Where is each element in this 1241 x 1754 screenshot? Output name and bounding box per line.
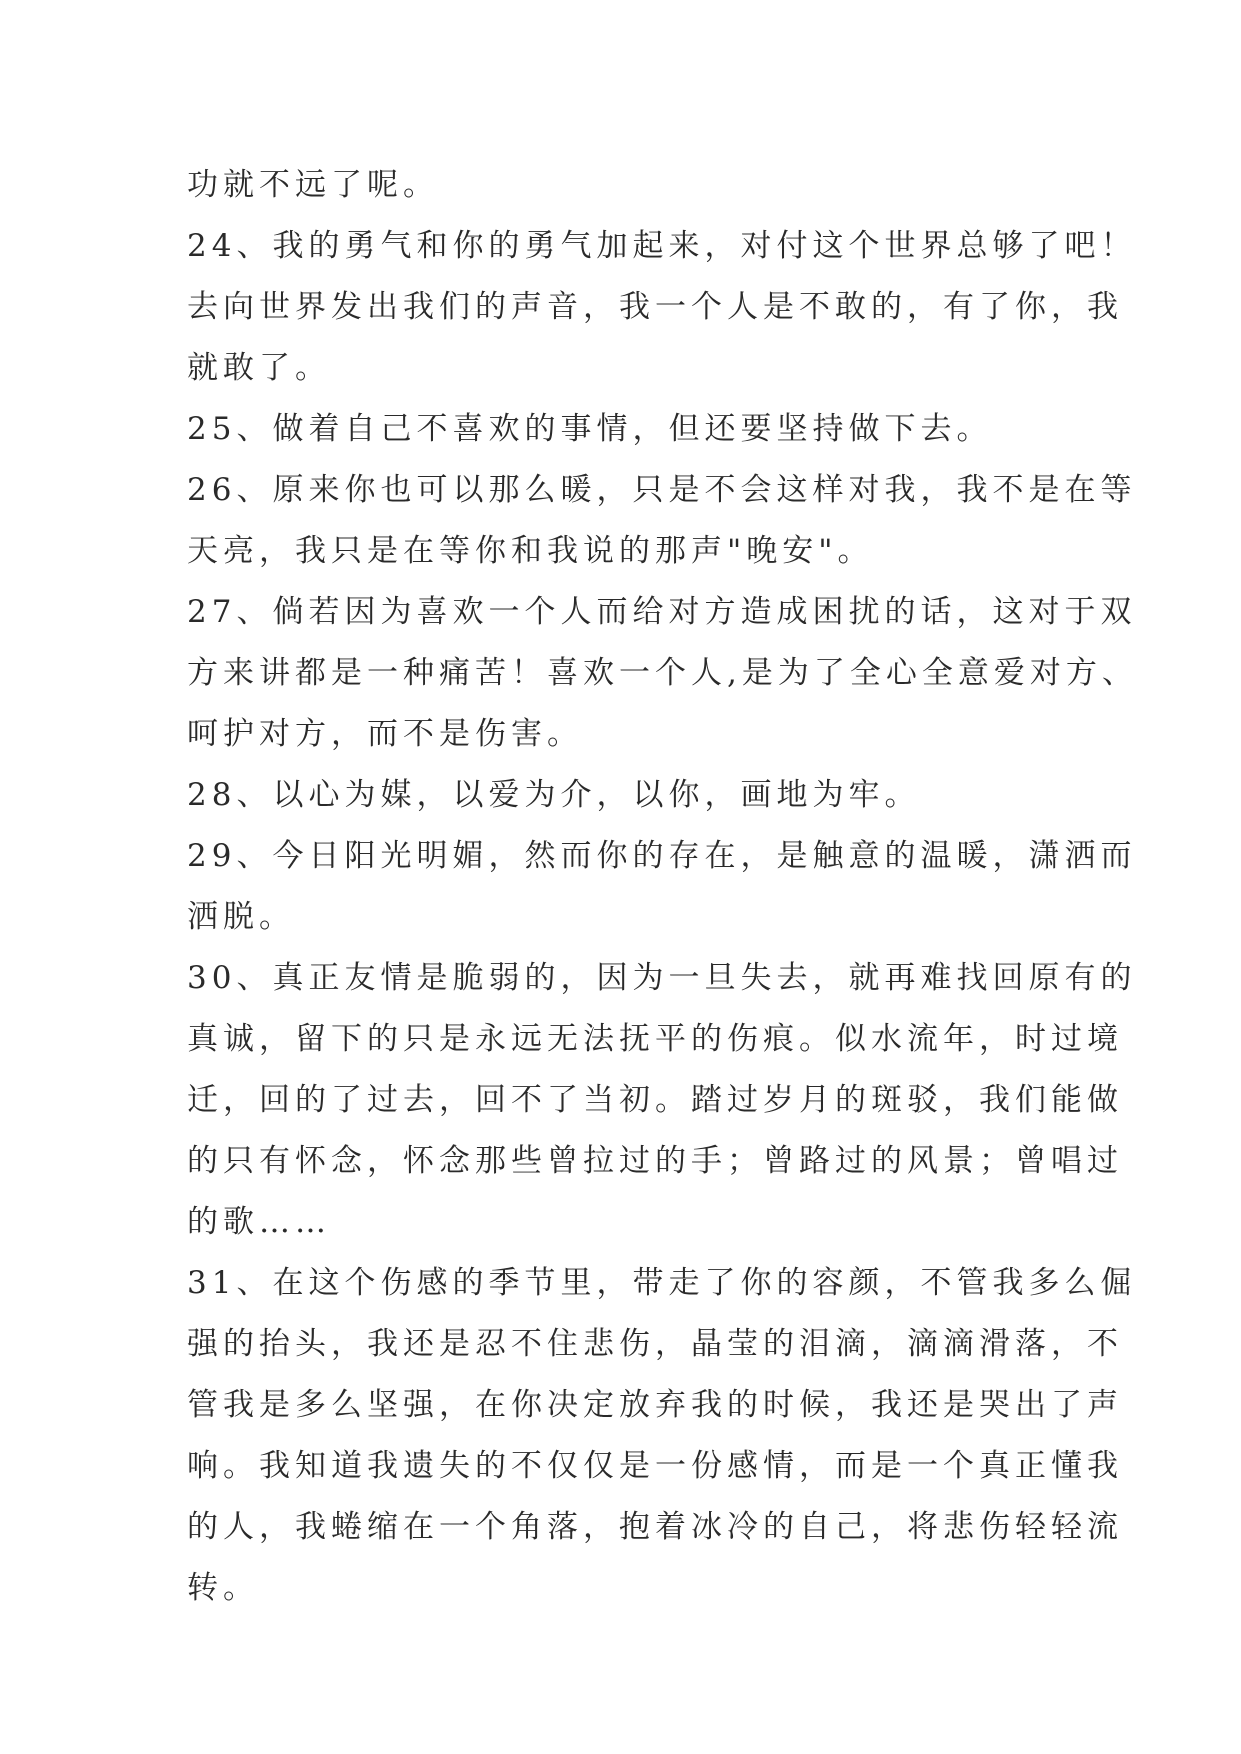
- text-line: 的人，我蜷缩在一个角落，抱着冰冷的自己，将悲伤轻轻流: [187, 1509, 1123, 1545]
- text-line: 25、做着自己不喜欢的事情，但还要坚持做下去。: [187, 411, 993, 447]
- text-line: 的歌……: [187, 1204, 331, 1240]
- text-line: 就敢了。: [187, 350, 331, 386]
- text-line: 转。: [187, 1570, 259, 1606]
- text-line: 24、我的勇气和你的勇气加起来，对付这个世界总够了吧！: [187, 228, 1137, 264]
- text-line: 管我是多么坚强，在你决定放弃我的时候，我还是哭出了声: [187, 1387, 1123, 1423]
- text-line: 的只有怀念，怀念那些曾拉过的手；曾路过的风景；曾唱过: [187, 1143, 1123, 1179]
- text-line: 迁，回的了过去，回不了当初。踏过岁月的斑驳，我们能做: [187, 1082, 1123, 1118]
- text-line: 28、以心为媒，以爱为介，以你，画地为牢。: [187, 777, 921, 813]
- body-text: [187, 155, 1138, 1619]
- text-line: 强的抬头，我还是忍不住悲伤，晶莹的泪滴，滴滴滑落，不: [187, 1326, 1123, 1362]
- text-line: 天亮，我只是在等你和我说的那声"晚安"。: [187, 533, 874, 569]
- text-line: 响。我知道我遗失的不仅仅是一份感情，而是一个真正懂我: [187, 1448, 1123, 1484]
- text-line: 去向世界发出我们的声音，我一个人是不敢的，有了你，我: [187, 289, 1123, 325]
- text-line: 31、在这个伤感的季节里，带走了你的容颜，不管我多么倔: [187, 1265, 1137, 1301]
- text-line: 26、原来你也可以那么暖，只是不会这样对我，我不是在等: [187, 472, 1137, 508]
- text-line: 27、倘若因为喜欢一个人而给对方造成困扰的话，这对于双: [187, 594, 1137, 630]
- text-line: 真诚，留下的只是永远无法抚平的伤痕。似水流年，时过境: [187, 1021, 1123, 1057]
- text-line: 呵护对方，而不是伤害。: [187, 716, 583, 752]
- text-line: 方来讲都是一种痛苦！喜欢一个人,是为了全心全意爱对方、: [187, 655, 1138, 691]
- text-line: 洒脱。: [187, 899, 295, 935]
- text-line: 29、今日阳光明媚，然而你的存在，是触意的温暖，潇洒而: [187, 838, 1137, 874]
- text-line: 功就不远了呢。: [187, 167, 439, 203]
- text-line: 30、真正友情是脆弱的，因为一旦失去，就再难找回原有的: [187, 960, 1137, 996]
